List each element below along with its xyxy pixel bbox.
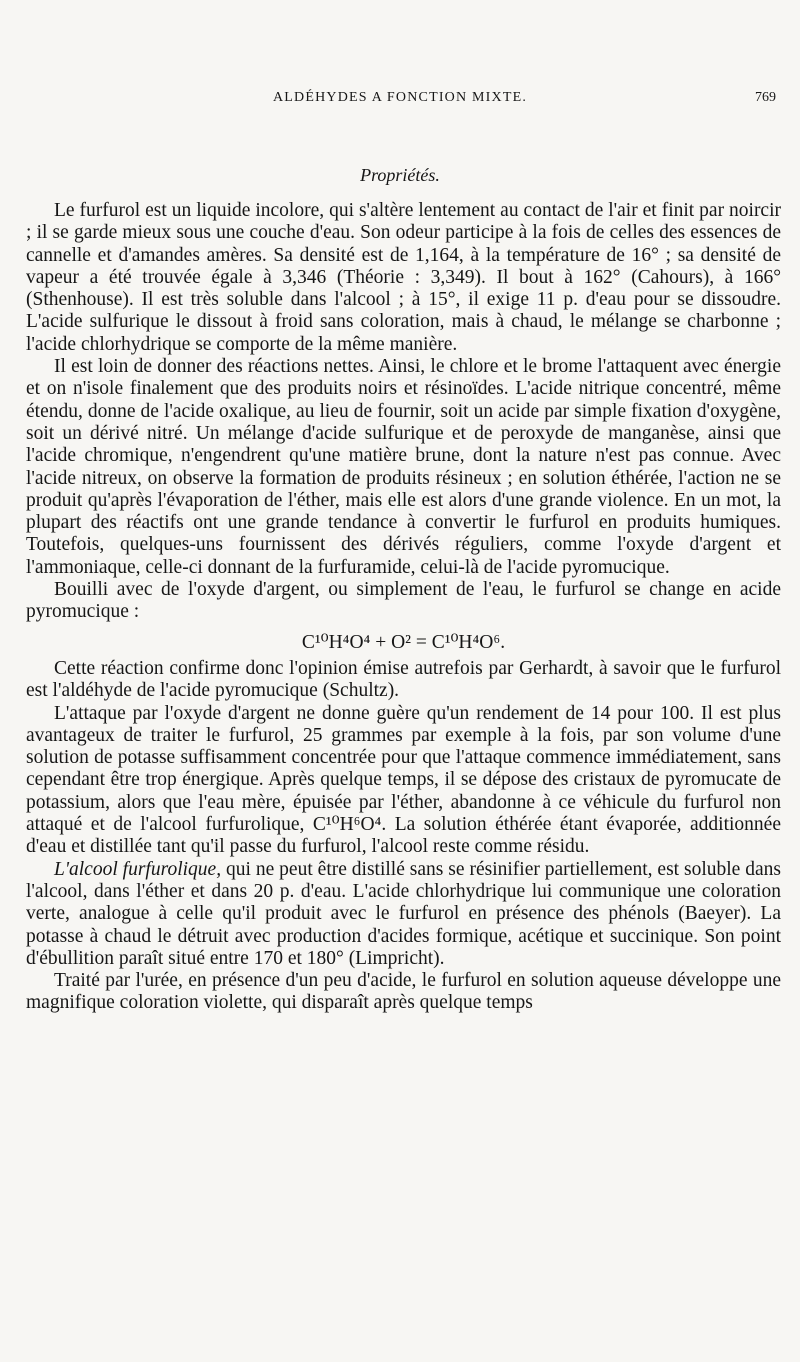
paragraph-reactions: Il est loin de donner des réactions nettes. Ainsi, le chlore et le brome l'attaquent avec énergie et on n'isole finalement que des produits noirs et résinoïdes. L'acide nitrique concentré, même étendu, donne de l'acide oxalique, au lieu de fournir, soit un acide par simple fixation d'oxygène, soit un dérivé nitré. Un mélange d'acide sulfurique et de peroxyde de manganèse, ainsi que l'acide chromique, n'engendrent qu'une matière brune, dont la nature n'est pas connue. Avec l'acide nitreux, on observe la formation de produits résineux ; en solution éthérée, l'action ne se produit qu'après l'évaporation de l'éther, mais elle est alors d'une grande violence. En un mot, la plupart des réactifs ont une grande tendance à convertir le furfurol en produits humiques. Toutefois, quelques-uns fournissent des dérivés réguliers, comme l'oxyde d'argent et l'ammoniaque, celle-ci donnant de la furfuramide, celui-là de l'acide pyromucique. — [26, 356, 781, 578]
paragraph-silver-oxide: Bouilli avec de l'oxyde d'argent, ou simplement de l'eau, le furfurol se change en acide pyromucique : — [26, 579, 781, 623]
body-text — [26, 200, 781, 1015]
term-alcool-furfurolique: L'alcool furfurolique, — [54, 858, 222, 880]
running-head — [0, 86, 800, 110]
paragraph-furfuryl-alcohol — [26, 859, 781, 970]
paragraph-urea: Traité par l'urée, en présence d'un peu d'acide, le furfurol en solution aqueuse développe une magnifique coloration violette, qui disparaît après quelque temps — [26, 970, 781, 1014]
page-number: 769 — [755, 90, 776, 105]
chemical-equation: C¹⁰H⁴O⁴ + O² = C¹⁰H⁴O⁶. — [301, 631, 506, 653]
paragraph-potash-treatment: L'attaque par l'oxyde d'argent ne donne guère qu'un rendement de 14 pour 100. Il est plus avantageux de traiter le furfurol, 25 grammes par exemple à la fois, par son volume d'une solution de potasse suffisamment concentrée pour que l'attaque commence immédiatement, sans cependant être trop énergique. Après quelque temps, il se dépose des cristaux de pyromucate de potassium, alors que l'eau mère, épuisée par l'éther, abandonne à ce véhicule du furfurol non attaqué et de l'alcool furfurolique, C¹⁰H⁶O⁴. La solution éthérée étant évaporée, additionnée d'eau et distillée tant qu'il passe du furfurol, l'alcool reste comme résidu. — [26, 702, 781, 858]
running-title: ALDÉHYDES A FONCTION MIXTE. — [272, 90, 528, 105]
paragraph-physical-properties: Le furfurol est un liquide incolore, qui s'altère lentement au contact de l'air et finit par noircir ; il se garde mieux sous une couche d'eau. Son odeur participe à la fois de celles des essences de cannelle et d'amandes amères. Sa densité est de 1,164, à la température de 16° ; sa densité de vapeur a été trouvée égale à 3,346 (Théorie : 3,349). Il bout à 162° (Cahours), à 166° (Sthenhouse). Il est très soluble dans l'alcool ; à 15°, il exige 11 p. d'eau pour se dissoudre. L'acide sulfurique le dissout à froid sans coloration, mais à chaud, le mélange se charbonne ; l'acide chlorhydrique se comporte de la même manière. — [26, 200, 781, 355]
paragraph-gerhardt: Cette réaction confirme donc l'opinion émise autrefois par Gerhardt, à savoir que le furfurol est l'aldéhyde de l'acide pyromucique (Schultz). — [26, 657, 781, 702]
section-title: Propriétés. — [360, 165, 440, 185]
paragraph-furfuryl-alcohol-text: qui ne peut être distillé sans se résinifier partiellement, est soluble dans l'alcool, dans l'éther et dans 20 p. d'eau. L'acide chlorhydrique lui communique une coloration verte, analogue à celle qu'il produit avec le furfurol en présence des phénols (Baeyer). La potasse à chaud le détruit avec production d'acides formique, acétique et succinique. Son point d'ébullition paraît situé entre 170 et 180° (Limpricht). — [26, 858, 782, 969]
